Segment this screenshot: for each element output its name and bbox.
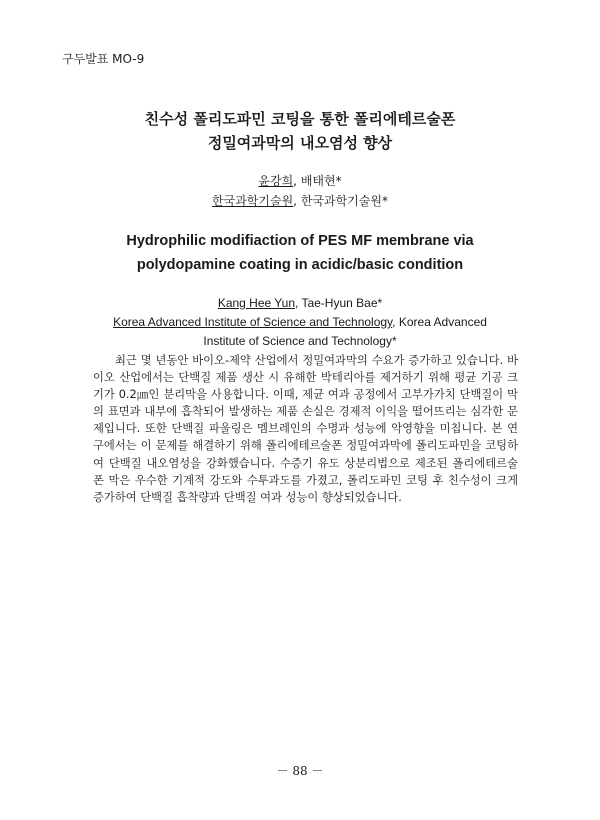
english-authors <box>0 296 600 310</box>
english-author-2: Tae-Hyun Bae* <box>301 296 383 310</box>
english-affiliation-2-part-2: Institute of Science and Technology* <box>203 334 397 348</box>
english-affiliation-2-part-1: Korea Advanced <box>398 315 487 329</box>
abstract-body <box>93 352 518 506</box>
session-label: 구두발표 MO-9 <box>62 52 145 66</box>
korean-title-line-1: 친수성 폴리도파민 코팅을 통한 폴리에테르술폰 <box>144 110 456 128</box>
english-title-line-1: Hydrophilic modifiaction of PES MF membrane via <box>126 233 474 249</box>
korean-author-2: 배태현* <box>300 174 342 188</box>
korean-author-1: 윤강희 <box>258 174 294 188</box>
english-author-1: Kang Hee Yun <box>217 296 295 310</box>
korean-affiliation-separator: , <box>293 194 301 208</box>
korean-title-line-2: 정밀여과막의 내오염성 향상 <box>207 134 393 152</box>
english-affiliation-separator: , <box>392 315 399 329</box>
page-number: － 88 － <box>276 764 324 778</box>
abstract-paragraph: 최근 몇 년동안 바이오-제약 산업에서 정밀여과막의 수요가 증가하고 있습니다. 바이오 산업에서는 단백질 제품 생산 시 유해한 박테리아를 제거하기 위해 평균 기공 크기가 0.2㎛인 분리막을 사용합니다. 이때, 제균 여과 공정에서 고부가가치 단백질이 막의 표면과 내부에 흡착되어 발생하는 제품 손실은 경제적 이익을 떨어뜨리는 심각한 문제입니다. 또한 단백질 파울링은 멤브레인의 수명과 성능에 악영향을 미칩니다. 본 연구에서는 이 문제를 해결하기 위해 폴리에테르술폰 정밀여과막에 폴리도파민을 코팅하여 단백질 내오염성을 강화했습니다. 수증기 유도 상분리법으로 제조된 폴리에테르술폰 막은 우수한 기계적 강도와 수투과도를 가졌고, 폴리도파민 코팅 후 친수성이 크게 증가하여 단백질 흡착량과 단백질 여과 성능이 향상되었습니다. <box>93 354 518 504</box>
korean-affiliation-2: 한국과학기술원* <box>300 194 388 208</box>
korean-affiliation-1: 한국과학기술원 <box>212 194 294 208</box>
english-title-line-2: polydopamine coating in acidic/basic condition <box>136 257 464 273</box>
korean-author-separator: , <box>293 174 301 188</box>
english-affiliations-line-1 <box>0 315 600 329</box>
korean-affiliations <box>0 192 600 209</box>
english-author-separator: , <box>295 296 302 310</box>
english-affiliation-1: Korea Advanced Institute of Science and Technology <box>113 315 393 329</box>
korean-authors <box>0 172 600 189</box>
